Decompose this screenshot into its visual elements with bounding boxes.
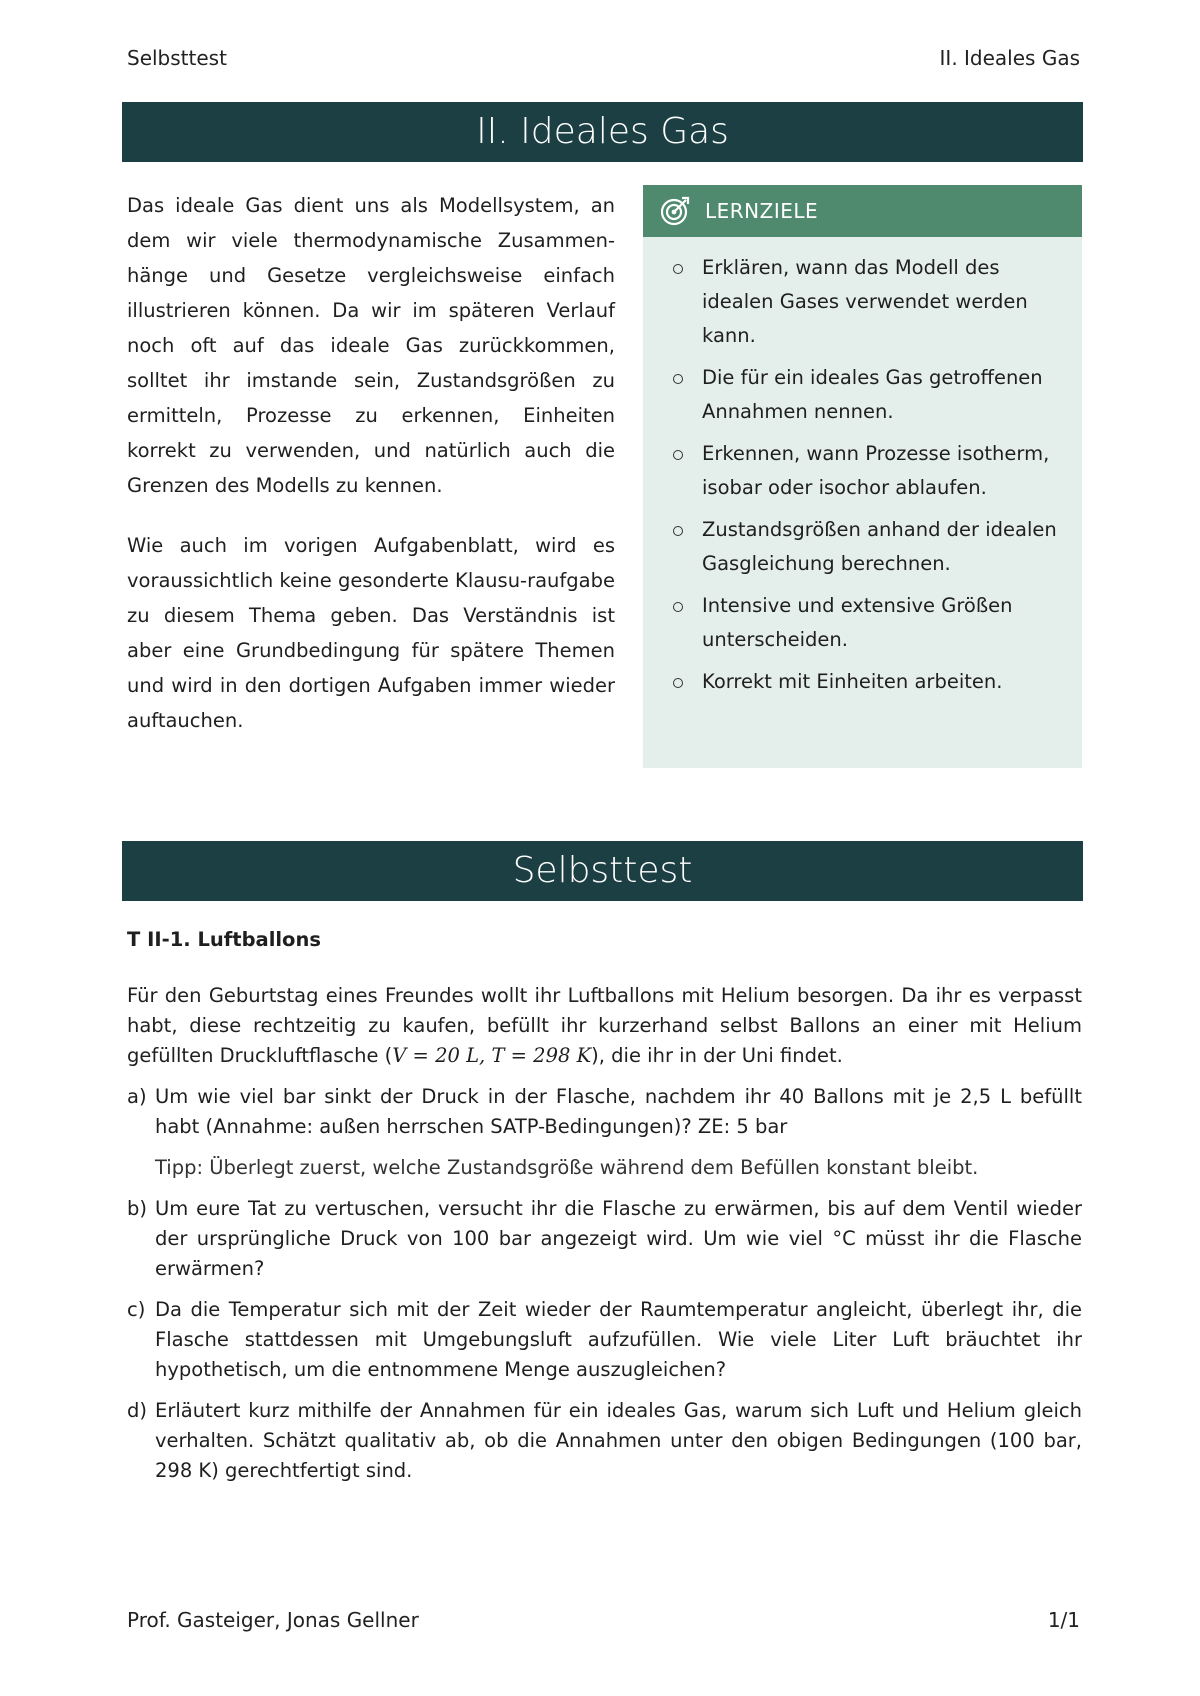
intro-paragraph: Wie auch im vorigen Aufgabenblatt, wird es voraussichtlich keine gesonderte Klausu-raufgabe zu diesem Thema geben. Das Verständnis ist aber eine Grundbedingung für spätere Themen und wird in den dortigen Aufgaben immer wieder auftauchen. [127, 534, 615, 732]
subtask-c [127, 1295, 1082, 1385]
lernziel-item: Erkennen, wann Prozesse isotherm, isobar oder isochor ablaufen. [673, 437, 1064, 505]
intro-text [127, 188, 615, 763]
subtask-b [127, 1194, 1082, 1284]
lernziele-list [643, 237, 1082, 699]
lernziel-item: Erklären, wann das Modell des idealen Gases verwendet werden kann. [673, 251, 1064, 353]
circle-bullet-icon [673, 678, 683, 688]
subtask-label: a) [127, 1085, 147, 1108]
subtask-a [127, 1082, 1082, 1142]
task-block [127, 925, 1082, 1497]
task-title: T II-1. Luftballons [127, 928, 321, 951]
header-right: II. Ideales Gas [939, 46, 1080, 70]
circle-bullet-icon [673, 450, 683, 460]
subtask-label: c) [127, 1298, 146, 1321]
lernziele-header [643, 185, 1082, 237]
footer-page-number: 1/1 [1047, 1608, 1080, 1632]
lernziel-item: Korrekt mit Einheiten arbeiten. [673, 665, 1064, 699]
lernziele-title: LERNZIELE [705, 199, 819, 223]
subtask-label: b) [127, 1197, 147, 1220]
subtask-d [127, 1396, 1082, 1486]
target-icon [659, 195, 691, 227]
task-intro: Für den Geburtstag eines Freundes wollt ihr Luftballons mit Helium besorgen. Da ihr es verpasst habt, diese rechtzeitig zu kaufen, befüllt ihr kurzerhand selbst Ballons an einer mit Helium gefüllten Druckluftflasche (V = 20 L, T = 298 K), die ihr in der Uni findet. [127, 984, 1082, 1067]
lernziel-item: Zustandsgrößen anhand der idealen Gasgleichung berechnen. [673, 513, 1064, 581]
circle-bullet-icon [673, 602, 683, 612]
lernziel-item: Intensive und extensive Größen unterscheiden. [673, 589, 1064, 657]
lernziele-box [643, 185, 1082, 768]
section-title-selbsttest: Selbsttest [122, 841, 1083, 901]
circle-bullet-icon [673, 374, 683, 384]
subtask-label: d) [127, 1399, 147, 1422]
math-expression: V = 20 L, T = 298 K [392, 1044, 592, 1067]
section-title-ideales-gas: II. Ideales Gas [122, 102, 1083, 162]
circle-bullet-icon [673, 526, 683, 536]
circle-bullet-icon [673, 264, 683, 274]
lernziel-item: Die für ein ideales Gas getroffenen Annahmen nennen. [673, 361, 1064, 429]
footer-authors: Prof. Gasteiger, Jonas Gellner [127, 1608, 419, 1632]
subtask-text: Um wie viel bar sinkt der Druck in der Flasche, nachdem ihr 40 Ballons mit je 2,5 L befüllt habt (Annahme: außen herrschen SATP-Bedingungen)? ZE: 5 bar [155, 1085, 1082, 1138]
intro-paragraph: Das ideale Gas dient uns als Modellsystem, an dem wir viele thermodynamische Zusammen-hänge und Gesetze vergleichsweise einfach illustrieren können. Da wir im späteren Verlauf noch oft auf das ideale Gas zurückkommen, solltet ihr imstande sein, Zustandsgrößen zu ermitteln, Prozesse zu erkennen, Einheiten korrekt zu verwenden, und natürlich auch die Grenzen des Modells zu kennen. [127, 194, 615, 497]
subtask-text: Erläutert kurz mithilfe der Annahmen für ein ideales Gas, warum sich Luft und Helium gleich verhalten. Schätzt qualitativ ab, ob die Annahmen unter den obigen Bedingungen (100 bar, 298 K) gerechtfertigt sind. [155, 1399, 1082, 1482]
header-left: Selbsttest [127, 46, 227, 70]
subtask-text: Um eure Tat zu vertuschen, versucht ihr die Flasche zu erwärmen, bis auf dem Ventil wieder der ursprüngliche Druck von 100 bar angezeigt wird. Um wie viel °C müsst ihr die Flasche erwärmen? [155, 1197, 1082, 1280]
tip-text: Tipp: Überlegt zuerst, welche Zustandsgröße während dem Befüllen konstant bleibt. [155, 1156, 979, 1179]
subtask-text: Da die Temperatur sich mit der Zeit wieder der Raumtemperatur angleicht, überlegt ihr, die Flasche stattdessen mit Umgebungsluft aufzufüllen. Wie viele Liter Luft bräuchtet ihr hypothetisch, um die entnommene Menge auszugleichen? [155, 1298, 1082, 1381]
